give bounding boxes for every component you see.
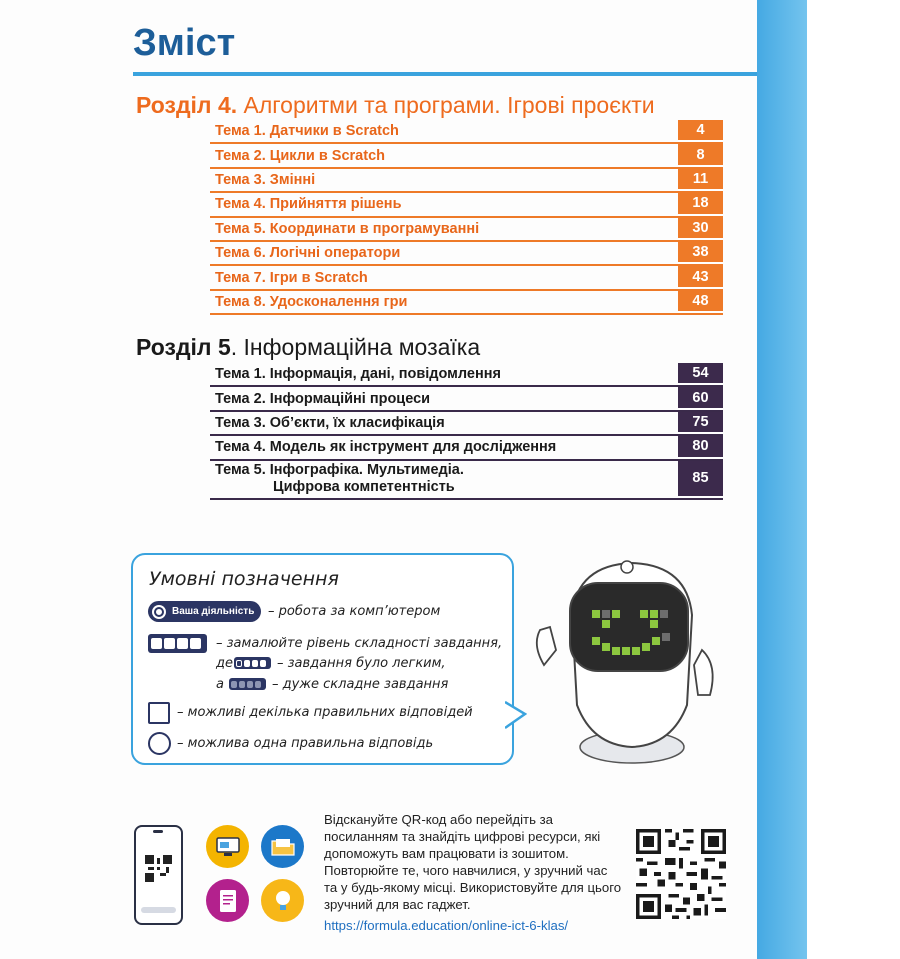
legend-radio-text: – можлива одна правильна відповідь <box>177 736 434 751</box>
toc-topic: Тема 3. Змінні <box>215 171 316 188</box>
toc-page-number: 80 <box>678 436 723 458</box>
toc-page-number: 38 <box>678 242 723 264</box>
toc-page-number: 30 <box>678 218 723 240</box>
toc-row[interactable] <box>210 144 723 168</box>
radio-icon <box>148 732 171 755</box>
gear-icon <box>152 605 166 619</box>
document-icon <box>206 879 249 922</box>
legend-difficulty-text: – замалюйте рівень складності завдання, <box>216 636 503 651</box>
toc-topic: Тема 4. Прийняття рішень <box>215 196 402 213</box>
toc-page-number: 4 <box>678 120 723 142</box>
section-5-heading <box>136 334 480 361</box>
toc-page-number: 43 <box>678 266 723 288</box>
toc-row[interactable] <box>210 218 723 242</box>
phone-icon <box>134 825 183 925</box>
section-5-toc <box>210 363 723 500</box>
page-title: Зміст <box>133 22 236 64</box>
computer-icon <box>206 825 249 868</box>
section-4-heading <box>136 92 655 119</box>
section-4-name: Алгоритми та програми. Ігрові проєкти <box>237 92 655 118</box>
toc-topic <box>210 461 678 498</box>
toc-page-number: 18 <box>678 193 723 215</box>
toc-topic: Тема 6. Логічні оператори <box>215 245 401 262</box>
toc-topic: Тема 7. Ігри в Scratch <box>215 269 368 286</box>
lightbulb-icon <box>261 879 304 922</box>
toc-topic: Тема 1. Датчики в Scratch <box>215 123 399 140</box>
toc-row[interactable] <box>210 193 723 217</box>
toc-row[interactable] <box>210 169 723 193</box>
legend-computer-text: – робота за комп’ютером <box>268 604 441 619</box>
legend-checkbox-text: – можливі декілька правильних відповідей <box>177 705 473 720</box>
toc-topic: Тема 3. Об’єкти, їх класифікація <box>215 414 445 431</box>
toc-row[interactable] <box>210 266 723 290</box>
legend-easy-prefix: де <box>216 656 233 671</box>
toc-row[interactable] <box>210 387 723 411</box>
qr-code-icon <box>145 855 172 882</box>
toc-topic: Тема 2. Інформаційні процеси <box>215 390 431 407</box>
toc-topic-line-2: Цифрова компетентність <box>273 479 455 496</box>
side-strip <box>757 0 807 959</box>
toc-row[interactable] <box>210 242 723 266</box>
toc-page-number: 11 <box>678 169 723 191</box>
toc-topic: Тема 1. Інформація, дані, повідомлення <box>215 366 501 383</box>
toc-page-number: 85 <box>678 461 723 498</box>
toc-page-number: 8 <box>678 144 723 166</box>
legend-hard-text: – дуже складне завдання <box>272 677 449 692</box>
legend-easy-text: – завдання було легким, <box>277 656 446 671</box>
toc-topic: Тема 2. Цикли в Scratch <box>215 147 385 164</box>
resources-link[interactable]: https://formula.education/online-ict-6-klas/ <box>324 918 569 933</box>
toc-topic: Тема 5. Координати в програмуванні <box>215 220 480 237</box>
activity-badge <box>148 601 261 622</box>
toc-row[interactable] <box>210 436 723 460</box>
toc-page-number: 54 <box>678 363 723 385</box>
section-5-name: . Інформаційна мозаїка <box>230 334 481 360</box>
toc-topic: Тема 8. Удосконалення гри <box>215 293 408 310</box>
toc-topic: Тема 4. Модель як інструмент для дослідження <box>215 439 557 456</box>
toc-row[interactable] <box>210 363 723 387</box>
difficulty-scale-icon <box>148 634 207 653</box>
robot-illustration <box>522 555 722 770</box>
checkbox-icon <box>148 702 170 724</box>
toc-row[interactable] <box>210 412 723 436</box>
section-5-number: Розділ 5 <box>136 334 231 360</box>
difficulty-hard-icon <box>229 678 266 690</box>
toc-page-number: 60 <box>678 387 723 409</box>
legend-title: Умовні позначення <box>149 568 339 590</box>
toc-topic-line-1: Тема 5. Інфографіка. Мультимедіа. <box>215 462 464 479</box>
toc-row[interactable] <box>210 120 723 144</box>
page-edge <box>807 0 900 959</box>
section-4-number: Розділ 4. <box>136 92 238 118</box>
folder-icon <box>261 825 304 868</box>
title-rule <box>133 72 757 76</box>
toc-row[interactable] <box>210 461 723 500</box>
toc-row[interactable] <box>210 291 723 315</box>
qr-code-icon[interactable] <box>636 829 726 919</box>
toc-page-number: 75 <box>678 412 723 434</box>
activity-badge-label: Ваша діяльність <box>172 606 255 617</box>
toc-page-number: 48 <box>678 291 723 313</box>
difficulty-easy-icon <box>234 657 271 669</box>
section-4-toc <box>210 120 723 315</box>
legend-hard-prefix: а <box>216 677 224 692</box>
resources-description: Відскануйте QR-код або перейдіть за посиланням та знайдіть цифрові ресурси, які допоможуть вам працювати із зошитом. Повторюйте те, чого навчилися, у зручний час та у будь-якому місці. Використовуйте для цього зручний для вас гаджет. <box>324 812 622 912</box>
